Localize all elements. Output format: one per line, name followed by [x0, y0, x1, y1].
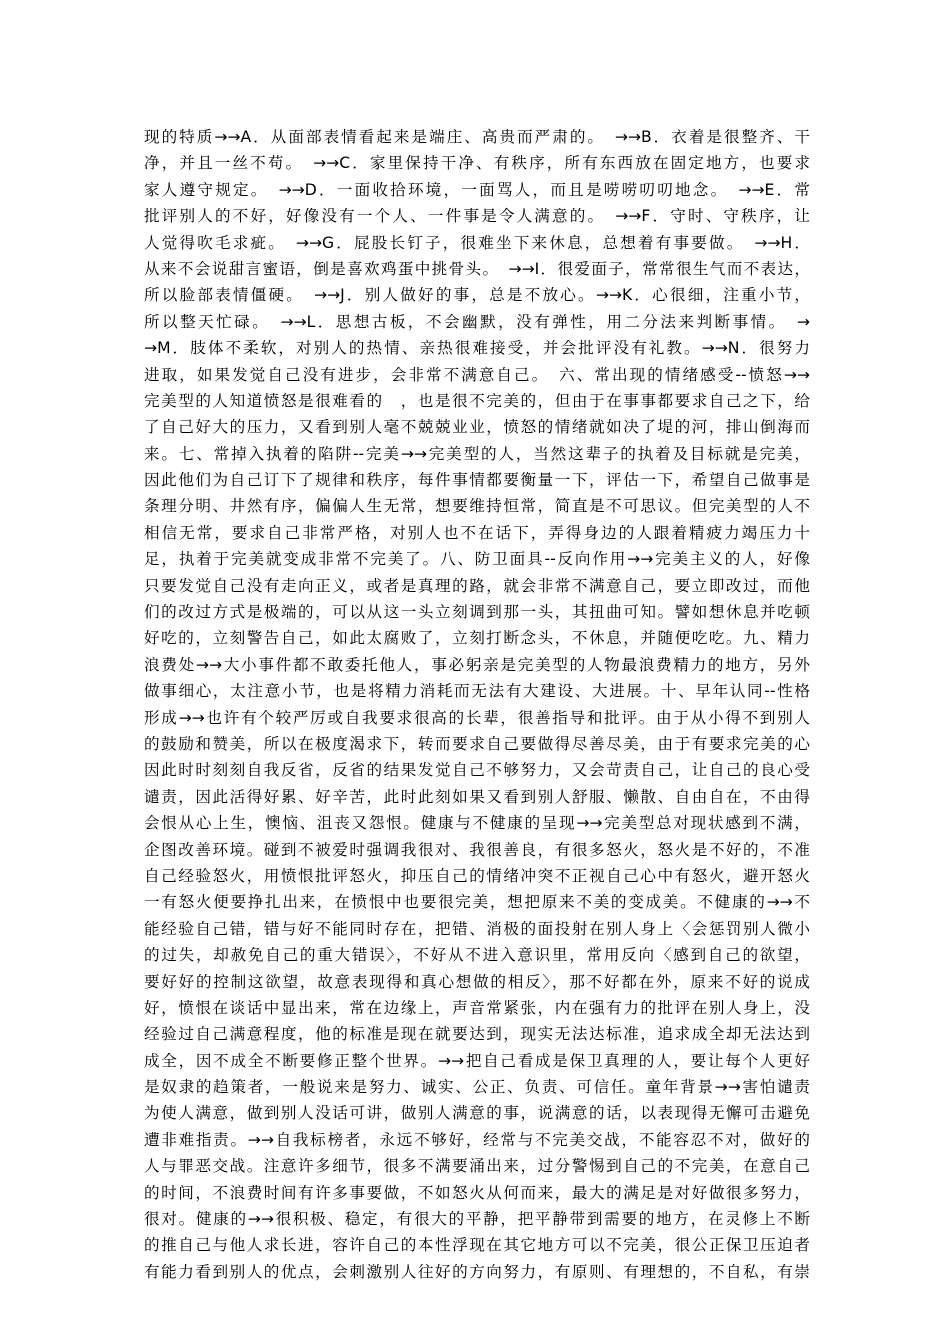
text-line: 浪费处→→大小事件都不敢委托他人，事必躬亲是完美型的人物最浪费精力的地方，另外: [144, 655, 810, 674]
text-line: 人与罪恶交战。注意许多细节，很多不满要涌出来，过分警惕到自己的不完美，在意自己: [144, 1157, 810, 1176]
text-line: 条理分明、井然有序，偏偏人生无常，想要维持恒常，简直是不可思议。但完美型的人不: [144, 497, 810, 516]
text-line: 经验过自己满意程度，他的标准是现在就要达到，现实无法达标准，追求成全却无法达到: [144, 1025, 810, 1044]
text-line: 有能力看到别人的优点，会刺激别人往好的方向努力，有原则、有理想的，不自私，有崇: [144, 1262, 810, 1281]
text-line: 谴责，因此活得好累、好辛苦，此时此刻如果又看到别人舒服、懒散、自由自在，不由得: [144, 787, 810, 806]
text-line: 的时间，不浪费时间有许多事要做，不如怒火从何而来，最大的满足是对好做很多努力，: [144, 1183, 810, 1202]
text-line: 要好好的控制这欲望，故意表现得和真心想做的相反〉，那不好都在外，原来不好的说成: [144, 972, 810, 991]
text-line: 相信无常，要求自己非常严格，对别人也不在话下，弄得身边的人跟着精疲力竭压力十: [144, 523, 810, 542]
text-line: 好，愤恨在谈话中显出来，常在边缘上，声音常紧张，内在强有力的批评在别人身上，没: [144, 998, 810, 1017]
text-line: 是奴隶的趋策者，一般说来是努力、诚实、公正、负责、可信任。童年背景→→害怕谴责: [144, 1078, 810, 1097]
text-line: 好吃的，立刻警告自己，如此太腐败了，立刻打断念头，不休息，并随便吃吃。九、精力: [144, 629, 810, 648]
text-line: 做事细心，太注意小节，也是将精力消耗而无法有大建设、大进展。十、早年认同--性格: [144, 682, 810, 701]
text-line: 为使人满意，做到别人没话可讲，做别人满意的事，说满意的话，以表现得无懈可击避免: [144, 1104, 810, 1123]
text-line: 因此时时刻刻自我反省，反省的结果发觉自己不够努力，又会苛责自己，让自己的良心受: [144, 761, 810, 780]
text-line: 足，执着于完美就变成非常不完美了。八、防卫面具--反向作用→→完美主义的人，好像: [144, 550, 810, 569]
text-line: 批评别人的不好，好像没有一个人、一件事是令人满意的。 →→F．守时、守秩序，让: [144, 207, 810, 226]
text-line: 的过失，却赦免自己的重大错误〉，不好从不进入意识里，常用反向〈感到自己的欲望，: [144, 946, 810, 965]
text-line: 能经验自己错，错与好不能同时存在，把错、消极的面投射在别人身上〈会惩罚别人微小: [144, 919, 810, 938]
text-line: 从来不会说甜言蜜语，倒是喜欢鸡蛋中挑骨头。 →→I．很爱面子，常常很生气而不表达，: [144, 259, 810, 278]
text-line: 们的改过方式是极端的，可以从这一头立刻调到那一头，其扭曲可知。譬如想休息并吃顿: [144, 603, 810, 622]
text-line: 进取，如果发觉自己没有进步，会非常不满意自己。 六、常出现的情绪感受--愤怒→→: [144, 365, 810, 384]
text-line: 会恨从心上生，懊恼、沮丧又怨恨。健康与不健康的呈现→→完美型总对现状感到不满，: [144, 814, 810, 833]
text-line: 因此他们为自己订下了规律和秩序，每件事情都要衡量一下，评估一下，希望自己做事是: [144, 471, 810, 490]
text-line: 完美型的人知道愤怒是很难看的 ，也是很不完美的，但由于在事事都要求自己之下，给: [144, 391, 810, 410]
text-line: 人觉得吹毛求疵。 →→G．屁股长钉子，很难坐下来休息，总想着有事要做。 →→H．: [144, 233, 810, 252]
text-line: 自己经验怒火，用愤恨批评怒火，抑压自己的情绪冲突不正视自己心中有怒火，避开怒火: [144, 866, 810, 885]
text-line: 现的特质→→A．从面部表情看起来是端庄、高贵而严肃的。 →→B．衣着是很整齐、干: [144, 128, 810, 146]
text-line: 成全，因不成全不断要修正整个世界。→→把自己看成是保卫真理的人，要让每个人更好: [144, 1051, 810, 1070]
text-line: 遭非难指责。→→自我标榜者，永远不够好，经常与不完美交战，不能容忍不对，做好的: [144, 1130, 810, 1149]
text-line: 形成→→也许有个较严厉或自我要求很高的长辈，很善指导和批评。由于从小得不到别人: [144, 708, 810, 727]
text-line: 一有怒火便要挣扎出来，在愤恨中也要很完美，想把原来不美的变成美。不健康的→→不: [144, 893, 810, 912]
text-line: 只要发觉自己没有走向正义，或者是真理的路，就会非常不满意自己，要立即改过，而他: [144, 576, 810, 595]
text-line: 所以整天忙碌。 →→L．思想古板，不会幽默，没有弹性，用二分法来判断事情。 →: [144, 312, 810, 331]
text-line: 了自己好大的压力，又看到别人毫不兢兢业业，愤怒的情绪就如决了堤的河，排山倒海而: [144, 418, 810, 437]
text-line: 很对。健康的→→很积极、稳定，有很大的平静，把平静带到需要的地方，在灵修上不断: [144, 1210, 810, 1229]
text-line: 家人遵守规定。 →→D．一面收拾环境，一面骂人，而且是唠唠叨叨地念。 →→E．常: [144, 180, 810, 199]
text-line: 所以脸部表情僵硬。 →→J．别人做好的事，总是不放心。→→K．心很细，注重小节，: [144, 286, 810, 305]
text-line: 的鼓励和赞美，所以在极度渴求下，转而要求自己要做得尽善尽美，由于有要求完美的心: [144, 734, 810, 753]
text-line: 净，并且一丝不苟。 →→C．家里保持干净、有秩序，所有东西放在固定地方，也要求: [144, 154, 810, 173]
text-line: 来。七、常掉入执着的陷阱--完美→→完美型的人，当然这辈子的执着及目标就是完美，: [144, 444, 810, 463]
text-line: 的推自己与他人求长进，容许自己的本性浮现在其它地方可以不完美，很公正保卫压迫者: [144, 1236, 810, 1255]
text-line: 企图改善环境。碰到不被爱时强调我很对、我很善良，有很多怒火，怒火是不好的，不准: [144, 840, 810, 859]
text-line: →M．肢体不柔软，对别人的热情、亲热很难接受，并会批评没有礼教。→→N．很努力: [144, 339, 810, 358]
document-body: [144, 124, 810, 1285]
